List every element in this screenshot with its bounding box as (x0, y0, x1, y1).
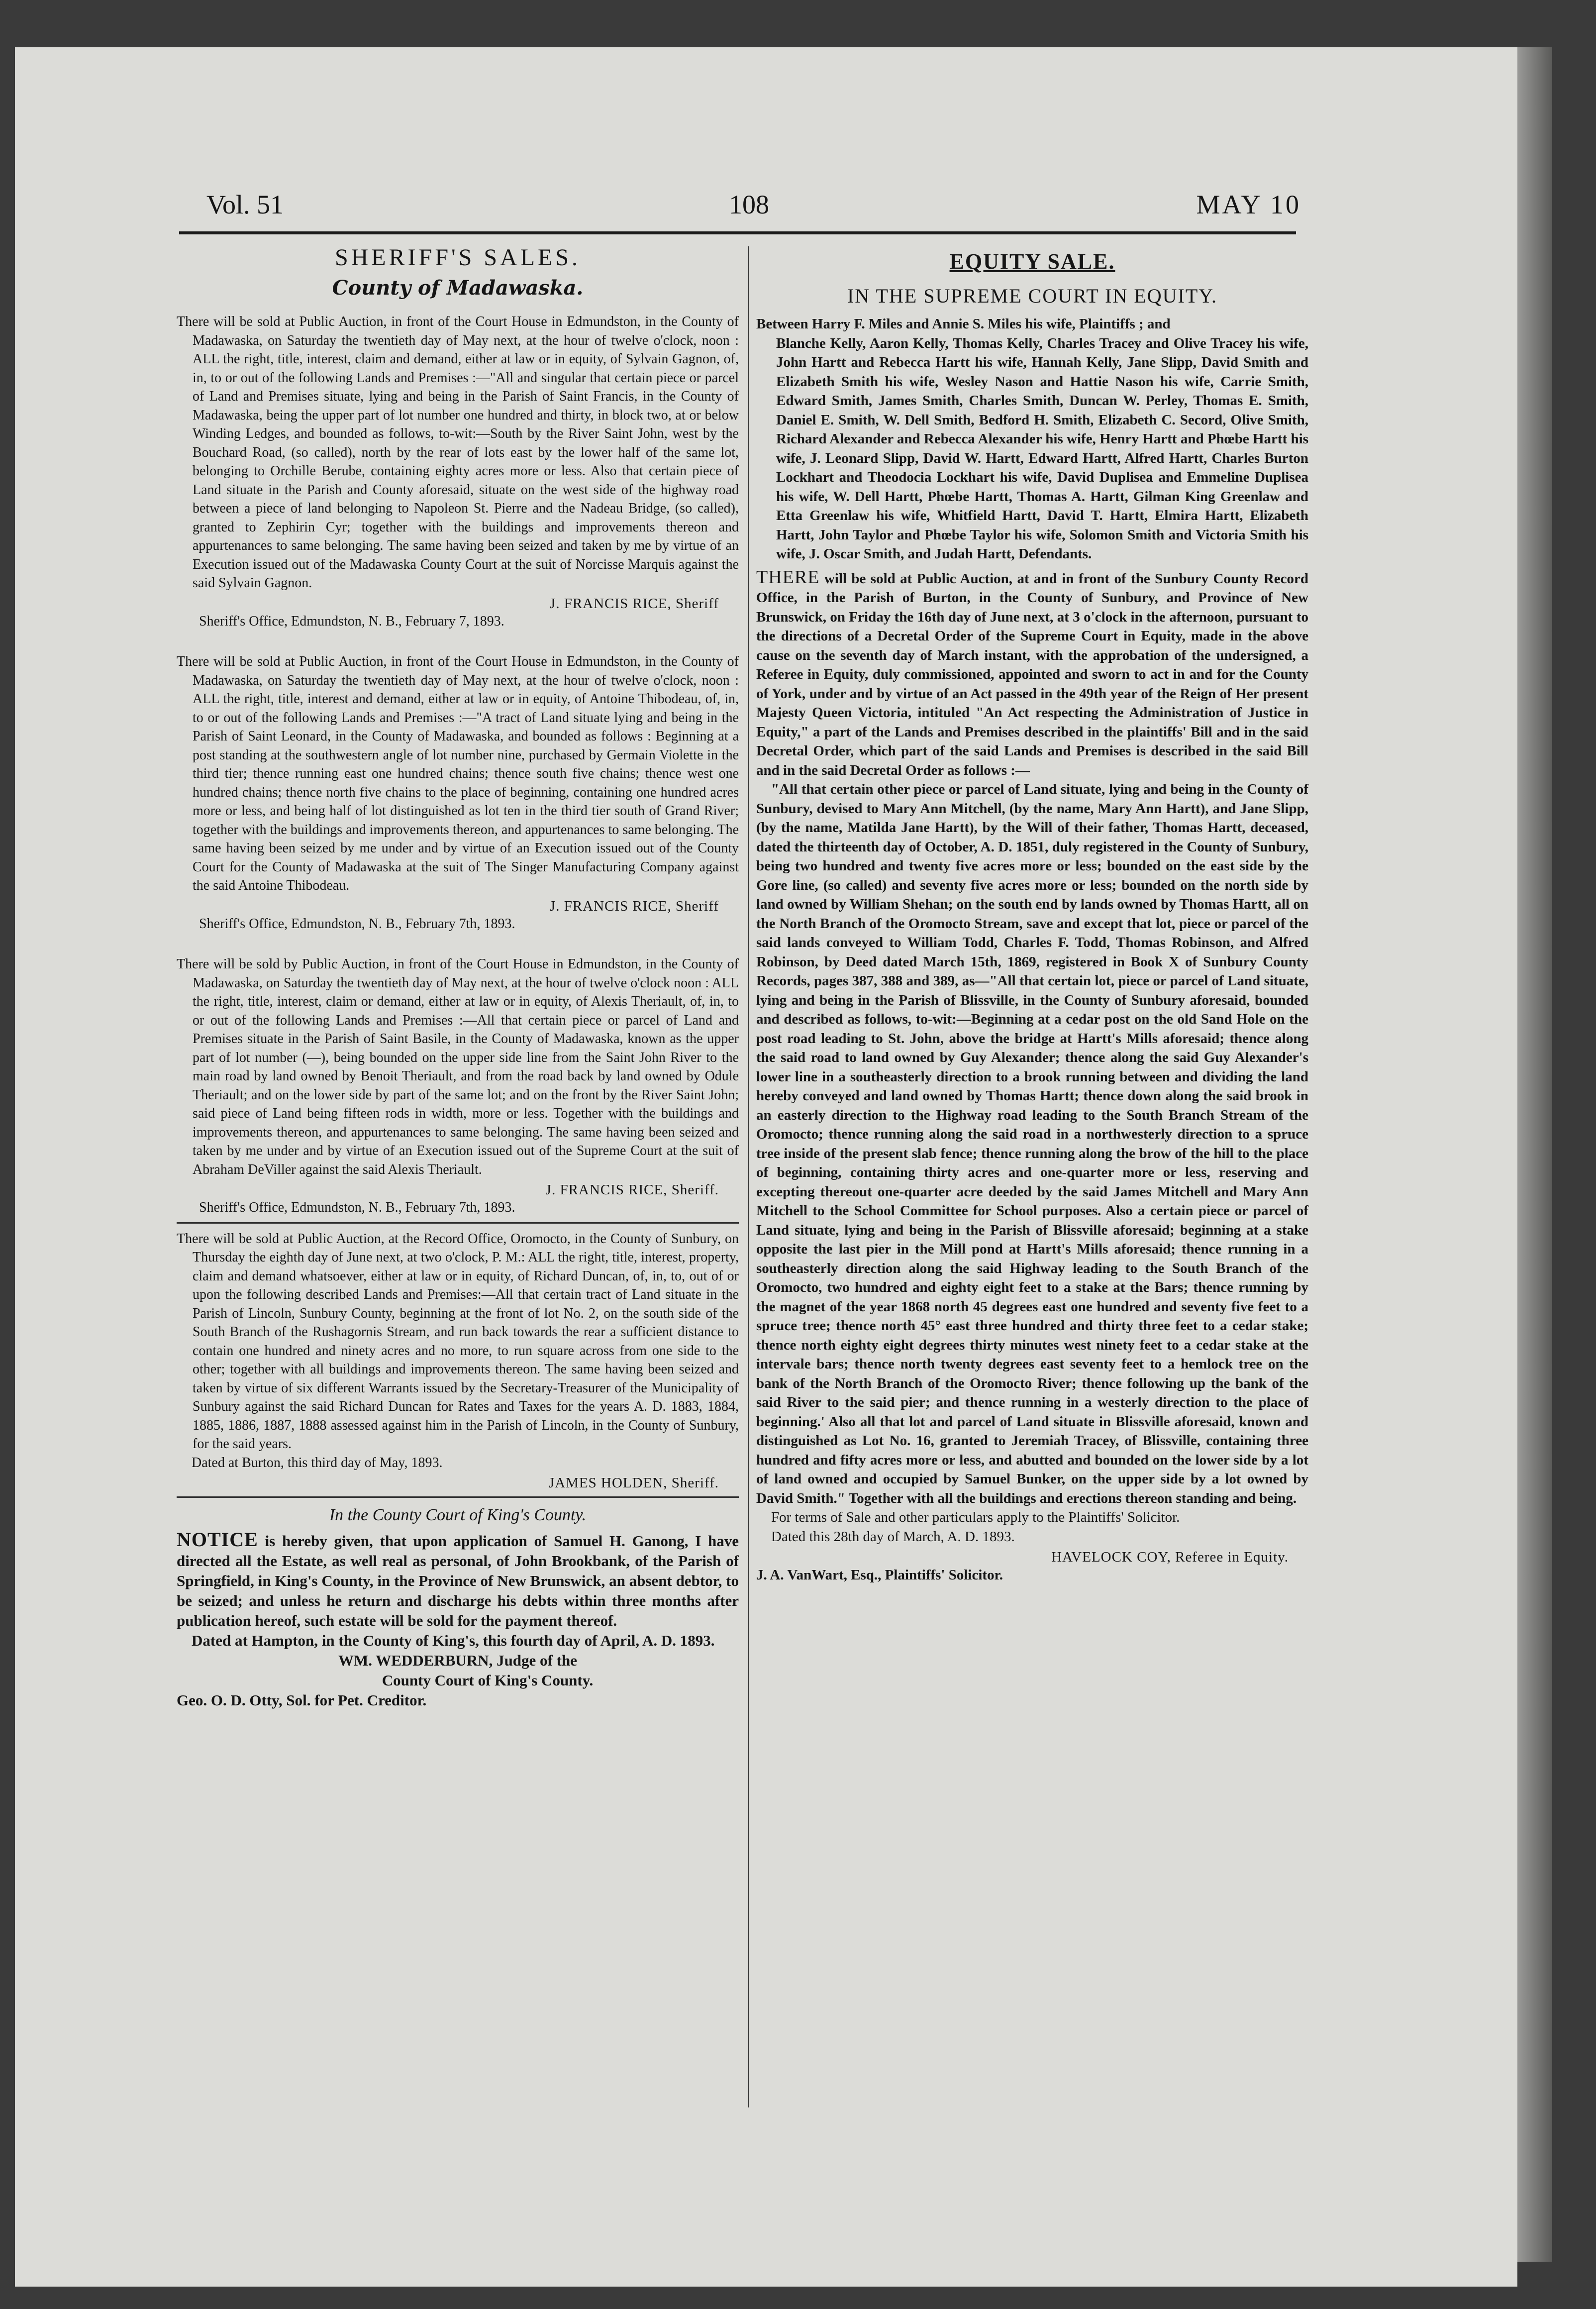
notice-thibodeau: There will be sold at Public Auction, in front of the Court House in Edmundston, in the County of Madawaska, on Saturday the twentieth day of May next, at the hour of twelve o'clock, noon : ALL the right, title, interest and demand, either at law or in equity, of Antoine Thibodeau, of, in, to or out of the following Lands and Premises :—"A tract of Land situate lying and being in the Parish of Saint Leonard, in the County of Madawaska, and bounded as follows : Beginning at a post standing at the southwestern angle of lot number nine, purchased by Germain Violette in the third tier; thence running east one hundred chains; thence south five chains; thence west one hundred chains; thence north five chains to the place of beginning, containing one hundred acres more or less, and being half of lot distinguished as lot ten in the third tier south of Grand River; together with the buildings and improvements thereon, and appurtenances to same belonging. The same having been seized by me under and by virtue of an Execution issued out of the County Court for the County of Madawaska at the suit of The Singer Manufacturing Company against the said Antoine Thibodeau. (177, 654, 739, 893)
page-edge (1517, 47, 1552, 2262)
column-rule (748, 246, 749, 2107)
section-divider (177, 1222, 739, 1224)
section-divider (177, 1496, 739, 1498)
sheriff-signature: J. FRANCIS RICE, Sheriff (549, 898, 719, 914)
dated-line: Dated at Burton, this third day of May, 1893. (192, 1455, 443, 1470)
county-court-heading: In the County Court of King's County. (329, 1506, 587, 1524)
sale-terms-note: For terms of Sale and other particulars apply to the Plaintiffs' Solicitor. (771, 1509, 1180, 1525)
notice-body: is hereby given, that upon application of Samuel H. Ganong, I have directed all the Estate, as well real as personal, of John Brookbank, of the Parish of Springfield, in King's County, in the Province of New Brunswick, an absent debtor, to be seized; and unless he return and discharge his debts within three months after publication hereof, such estate will be sold for the payment thereof. (177, 1532, 739, 1629)
left-column (177, 244, 739, 1710)
sheriffs-sales-title: SHERIFF'S SALES. (334, 244, 581, 271)
judge-name: WM. WEDDERBURN, Judge of the (338, 1652, 577, 1669)
there-lead-word: THERE (756, 566, 820, 588)
sheriff-signature: J. FRANCIS RICE, Sheriff (549, 595, 719, 612)
plaintiffs-solicitor: J. A. VanWart, Esq., Plaintiffs' Solicitor. (756, 1567, 1003, 1583)
sheriff-office-line: Sheriff's Office, Edmundston, N. B., February 7, 1893. (199, 613, 504, 629)
sheriff-signature: JAMES HOLDEN, Sheriff. (548, 1475, 719, 1491)
dated-line: Dated at Hampton, in the County of King's, this fourth day of April, A. D. 1893. (192, 1632, 715, 1649)
right-column (756, 244, 1308, 1585)
notice-duncan: There will be sold at Public Auction, at the Record Office, Oromocto, in the County of Sunbury, on Thursday the eighth day of June next, at two o'clock, P. M.: ALL the right, title, interest, property, claim and demand whatsoever, either at law or in equity, of Richard Duncan, of, in, to, out of or upon the following described Lands and Premises:—All that certain tract of Land situate in the Parish of Lincoln, Sunbury County, beginning at the front of lot No. 2, on the south side of the South Branch of the Rushagornis Stream, and run back towards the rear a sufficient distance to contain one hundred and ninety acres and no more, to run square across from one side to the other; together with all buildings and improvements thereon. The same having been seized and taken by virtue of six different Warrants issued by the Secretary-Treasurer of the Municipality of Sunbury against the said Richard Duncan for Rates and Taxes for the years A. D. 1883, 1884, 1885, 1886, 1887, 1888 assessed against him in the Parish of Lincoln, in the County of Sunbury, for the said years. (177, 1231, 739, 1452)
issue-date: MAY 10 (1196, 190, 1301, 219)
between-parties: Between Harry F. Miles and Annie S. Miles his wife, Plaintiffs ; and (756, 316, 1171, 332)
header-rule (179, 231, 1296, 234)
volume-number: Vol. 51 (206, 190, 284, 219)
page-header (162, 189, 1301, 229)
petitioner-solicitor: Geo. O. D. Otty, Sol. for Pet. Creditor. (177, 1691, 427, 1709)
absent-debtor-notice (177, 1530, 739, 1651)
judge-court: County Court of King's County. (382, 1672, 594, 1689)
county-subtitle: County of Madawaska. (332, 276, 584, 300)
land-description: "All that certain other piece or parcel of Land situate, lying and being in the County of Sunbury, devised to Mary Ann Mitchell, (by the name, Mary Ann Hartt), and Jane Slipp, (by the name, Matilda Jane Hartt), by the Will of their father, Thomas Hartt, deceased, dated the thirteenth day of October, A. D. 1851, duly registered in the County of Sunbury, being two hundred and twenty five acres more or less; bounded on the east side by the Gore line, (so called) and seventy five acres more or less; bounded on the north side by land owned by William Shehan; on the south end by lands owned by Thomas Hartt, all on the North Branch of the Oromocto Stream, save and except that lot, piece or parcel of the said lands conveyed to William Todd, Charles F. Todd, Thomas Robinson, and Alfred Robinson, by Deed dated March 15th, 1869, registered in Book X of Sunbury County Records, pages 387, 388 and 389, as—"All that certain lot, piece or parcel of Land situate, lying and being in the Parish of Blissville, in the County of Sunbury aforesaid, bounded and described as follows, to-wit:—Beginning at a cedar post on the old Sand Hole on the post road leading to St. John, above the bridge at Hartt's Mills aforesaid; thence along the said road to land owned by Guy Alexander; thence along the said Guy Alexander's lower line in a southeasterly direction to a brook running between and dividing the land hereby conveyed and land owned by Thomas Hartt; thence down along the said brook in an easterly direction to the Highway road leading to the South Branch Stream of the Oromocto; thence running along the said road in a northwesterly direction to a spruce tree inside of the present slab fence; thence running along the brow of the hill to the place of beginning, containing thirty acres and one-quarter more or less, reserving and excepting thereout one-quarter acre deeded by the said James Mitchell and Mary Ann Mitchell to the School Committee for School purposes. Also a certain piece or parcel of Land situate, lying and being in the Parish of Blissville aforesaid; beginning at a stake opposite the last pier in the Mill pond at Hartt's Mills aforesaid; thence running in a southeasterly direction along the said Highway leading to the South Branch of the Oromocto, two hundred and eighty eight feet to a stake at the Bars; thence running by the magnet of the year 1868 north 45 degrees east one hundred and seventy five feet to a spruce tree; thence north 45° east three hundred and thirty three feet to a cedar stake; thence north eighty eight degrees thirty minutes west ninety feet to a cedar stake at the intervale bars; thence north twenty degrees east seventy feet to a hemlock tree on the bank of the North Branch of the Oromocto River; thence following up the bank of the said River to the said pier; and thence running in a westerly direction to the place of beginning.' Also all that lot and parcel of Land situate in Blissville aforesaid, known and distinguished as Lot No. 16, granted to Jeremiah Tracey, of Blissville, containing three hundred and fifty acres more or less, and abutted and bounded on the lower side by a lot of land owned and occupied by Samuel Bunker, on the upper side by a lot owned by David Smith." Together with all the buildings and erections thereon standing and being. (756, 781, 1308, 1506)
notice-gagnon: There will be sold at Public Auction, in front of the Court House in Edmundston, in the County of Madawaska, on Saturday the twentieth day of May next, at the hour of twelve o'clock, noon : ALL the right, title, interest, claim and demand, either at law or in equity, of Sylvain Gagnon, of, in, to or out of the following Lands and Premises :—"All and singular that certain piece or parcel of Land and Premises situate, lying and being in the Parish of Saint Francis, in the County of Madawaska, being the upper part of lot number one hundred and thirty, in block two, at or below Winding Ledges, and bounded as follows, to-wit:—South by the River Saint John, west by the Bouchard Road, (so called), north by the rear of lots east by the lower half of the same lot, belonging to Orchille Berube, containing eighty acres more or less. Also that certain piece of Land situate in the Parish and County aforesaid, situate on the west side of the highway road between a piece of land belonging to Napoleon St. Pierre and the Nadeau Bridge, (so called), granted to Zephirin Cyr; together with the buildings and improvements thereon and appurtenances to same belonging. The same having been seized and taken by me by virtue of an Execution issued out of the Madawaska County Court at the suit of Norcisse Marquis against the said Sylvain Gagnon. (177, 314, 739, 591)
equity-sale-title: EQUITY SALE. (949, 249, 1115, 274)
sheriff-signature: J. FRANCIS RICE, Sheriff. (545, 1182, 719, 1198)
page-number: 108 (729, 190, 769, 219)
sale-terms-body: will be sold at Public Auction, at and in front of the Sunbury County Record Office, in the Parish of Burton, in the County of Sunbury, and Province of New Brunswick, on Friday the 16th day of June next, at 3 o'clock in the afternoon, pursuant to the directions of a Decretal Order of the Supreme Court in Equity, made in the above cause on the seventh day of March instant, with the approbation of the undersigned, a Referee in Equity, duly commissioned, appointed and sworn to act in and for the County of York, under and by virtue of an Act passed in the 49th year of the Reign of Her present Majesty Queen Victoria, intituled "An Act respecting the Administration of Justice in Equity," a part of the Lands and Premises described in the plaintiffs' Bill and in the said Decretal Order, which part of the said Lands and Premises is described in the said Bill and in the said Decretal Order as follows :— (756, 570, 1309, 778)
dated-line: Dated this 28th day of March, A. D. 1893. (771, 1528, 1015, 1545)
sheriff-office-line: Sheriff's Office, Edmundston, N. B., February 7th, 1893. (199, 916, 515, 932)
referee-signature: HAVELOCK COY, Referee in Equity. (1051, 1549, 1289, 1565)
defendants-list: Blanche Kelly, Aaron Kelly, Thomas Kelly, Charles Tracey and Olive Tracey his wife, John Hartt and Rebecca Hartt his wife, Hannah Kelly, Jane Slipp, David Smith and Elizabeth Smith his wife, Wesley Nason and Hattie Nason his wife, Carrie Smith, Edward Smith, James Smith, Charles Smith, Duncan W. Perley, Thomas E. Smith, Daniel E. Smith, W. Dell Smith, Bedford H. Smith, Elizabeth C. Secord, Olive Smith, Richard Alexander and Rebecca Alexander his wife, Henry Hartt and Phœbe Hartt his wife, J. Leonard Slipp, David W. Hartt, Edward Hartt, Alfred Hartt, Charles Burton Lockhart and Theodocia Lockhart his wife, David Duplisea and Emmeline Duplisea his wife, W. Dell Hartt, Phœbe Hartt, Thomas A. Hartt, Gilman King Greenlaw and Etta Greenlaw his wife, Whitfield Hartt, David T. Hartt, Elmira Hartt, Elizabeth Hartt, John Taylor and Phœbe Taylor his wife, Solomon Smith and Victoria Smith his wife, J. Oscar Smith, and Judah Hartt, Defendants. (776, 335, 1308, 562)
supreme-court-subtitle: IN THE SUPREME COURT IN EQUITY. (847, 285, 1218, 307)
sheriff-office-line: Sheriff's Office, Edmundston, N. B., February 7th, 1893. (199, 1200, 515, 1215)
notice-theriault: There will be sold by Public Auction, in front of the Court House in Edmundston, in the County of Madawaska, on Saturday the twentieth day of May next, at the hour of twelve o'clock noon : ALL the right, title, interest, claim or demand, either at law or in equity, of Alexis Theriault, of, in, to or out of the following Lands and Premises :—All that certain piece or parcel of Land and Premises situate in the Parish of Saint Basile, in the County of Madawaska, known as the upper part of lot number (—), being bounded on the upper side line from the Saint John River to the main road by land owned by Benoit Theriault, and from the road back by land owned by Odule Theriault; and on the lower side by part of the same lot; and on the front by the River Saint John; said piece of Land being fifteen rods in width, more or less. Together with the buildings and improvements thereon, and appurtenances to same belonging. The same having been seized and taken by me under and by virtue of an Execution issued out of the Supreme Court at the suit of Abraham DeViller against the said Alexis Theriault. (177, 956, 739, 1177)
notice-lead-word: NOTICE (177, 1528, 258, 1551)
